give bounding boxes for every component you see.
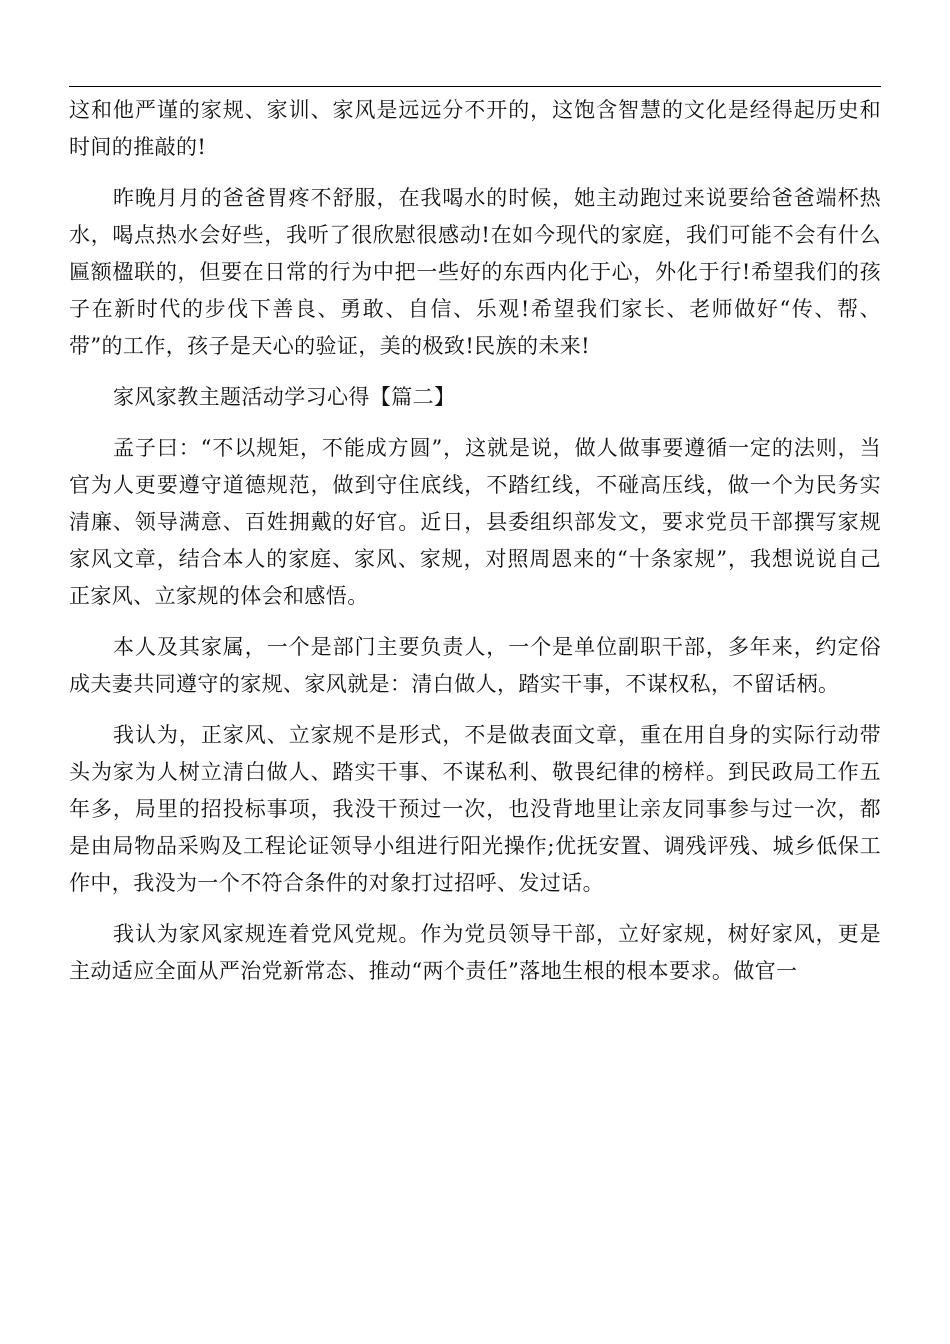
document-body [69,92,881,990]
paragraph-body: 我认为家风家规连着党风党规。作为党员领导干部，立好家规，树好家风，更是主动适应全面从严治党新常态、推动“两个责任”落地生根的根本要求。做官一 [69,922,881,983]
paragraph-body: 孟子曰：“不以规矩，不能成方圆”，这就是说，做人做事要遵循一定的法则，当官为人更要遵守道德规范，做到守住底线，不踏红线，不碰高压线，做一个为民务实清廉、领导满意、百姓拥戴的好官。近日，县委组织部发文，要求党员干部撰写家规家风文章，结合本人的家庭、家风、家规，对照周恩来的“十条家规”，我想说说自己正家风、立家规的体会和感悟。 [69,436,881,608]
paragraph-body: 本人及其家属，一个是部门主要负责人，一个是单位副职干部，多年来，约定俗成夫妻共同遵守的家规、家风就是：清白做人，踏实干事，不谋权私，不留话柄。 [69,635,881,696]
paragraph-continuation: 这和他严谨的家规、家训、家风是远远分不开的，这饱含智慧的文化是经得起历史和时间的推敲的! [69,98,881,159]
paragraph-body: 昨晚月月的爸爸胃疼不舒服，在我喝水的时候，她主动跑过来说要给爸爸端杯热水，喝点热水会好些，我听了很欣慰很感动!在如今现代的家庭，我们可能不会有什么匾额楹联的，但要在日常的行为中把一些好的东西内化于心，外化于行!希望我们的孩子在新时代的步伐下善良、勇敢、自信、乐观!希望我们家长、老师做好“传、帮、带”的工作，孩子是天心的验证，美的极致!民族的未来! [69,186,881,358]
section-heading: 家风家教主题活动学习心得【篇二】 [113,385,456,409]
header-rule [69,86,881,87]
paragraph-body: 我认为，正家风、立家规不是形式，不是做表面文章，重在用自身的实际行动带头为家为人树立清白做人、踏实干事、不谋私利、敬畏纪律的榜样。到民政局工作五年多，局里的招投标事项，我没干预过一次，也没背地里让亲友同事参与过一次，都是由局物品采购及工程论证领导小组进行阳光操作;优抚安置、调残评残、城乡低保工作中，我没为一个不符合条件的对象打过招呼、发过话。 [69,723,881,895]
